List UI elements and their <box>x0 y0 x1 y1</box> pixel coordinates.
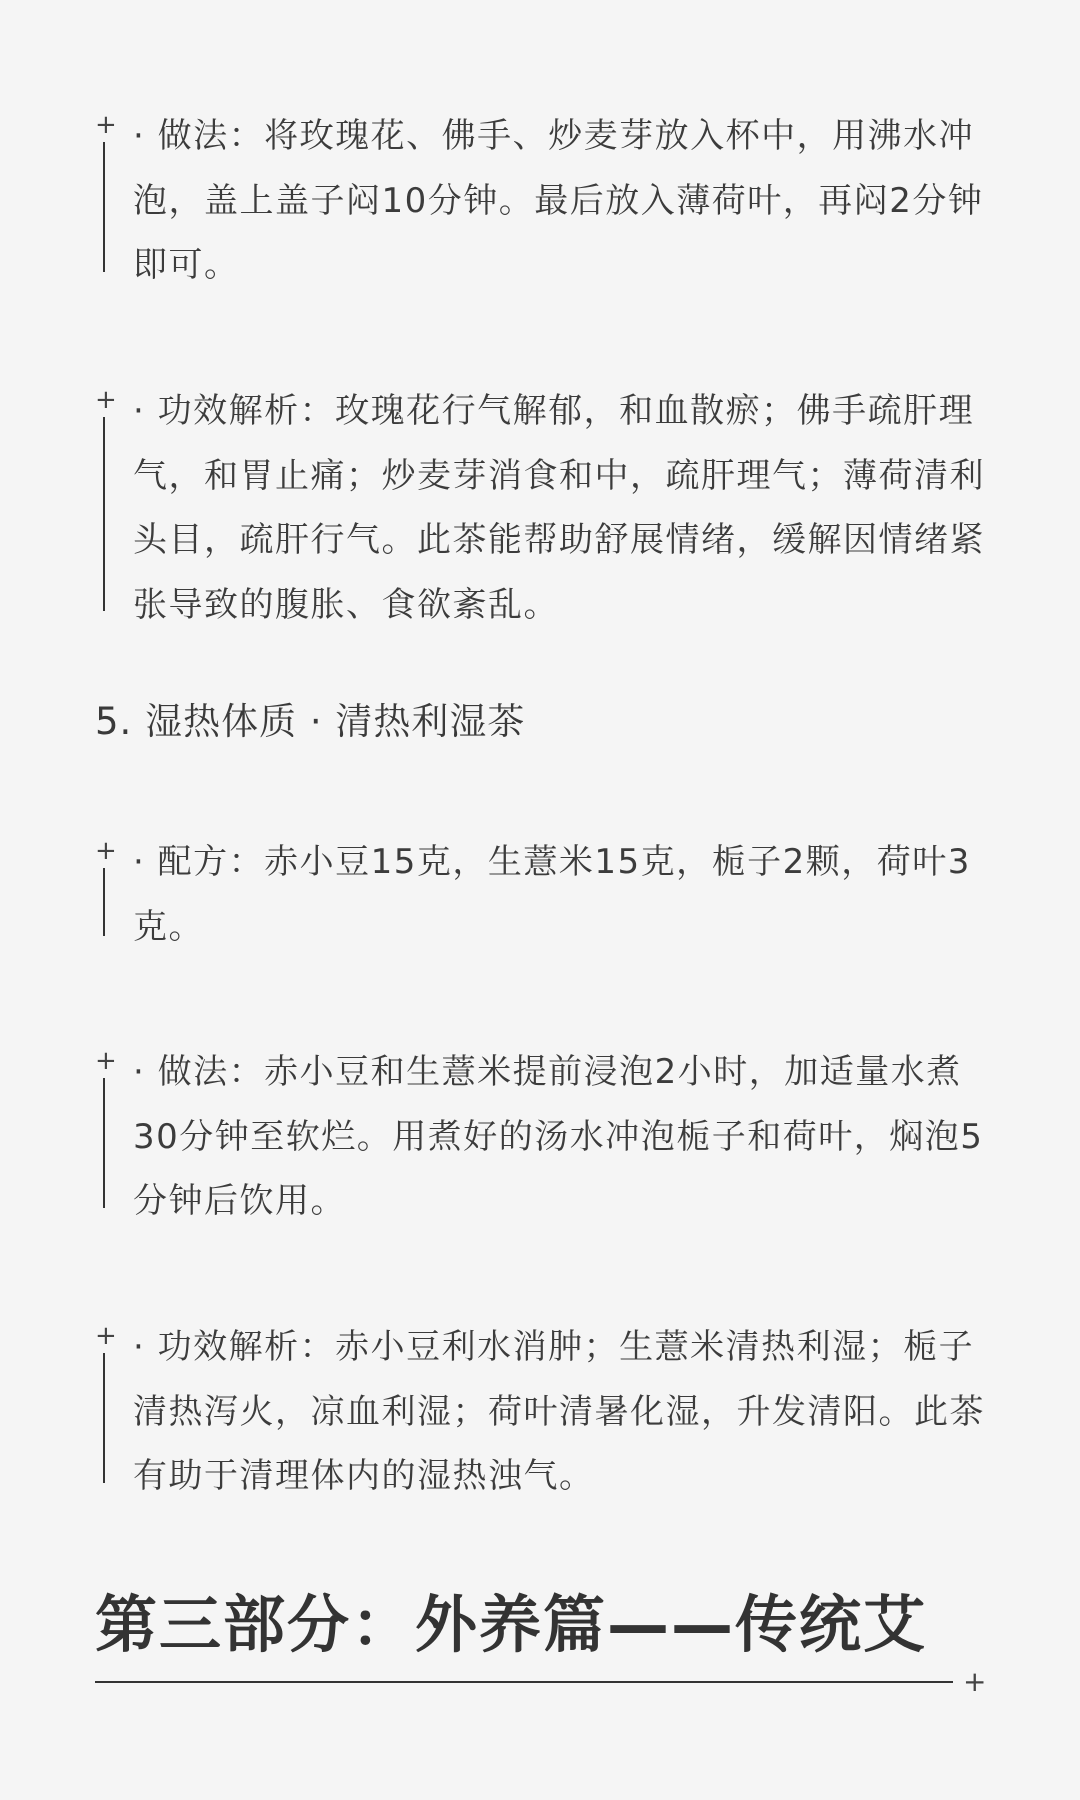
effect-text: · 功效解析：玫瑰花行气解郁，和血散瘀；佛手疏肝理气，和胃止痛；炒麦芽消食和中，疏肝理气；薄荷清利头目，疏肝行气。此茶能帮助舒展情绪，缓解因情绪紧张导致的腹胀、食欲紊乱。 <box>133 391 985 625</box>
quote-line <box>103 1353 105 1483</box>
quote-line <box>103 1078 105 1208</box>
part-title: 第三部分：外养篇——传统艾 <box>95 1588 928 1661</box>
effect-text: · 功效解析：赤小豆利水消肿；生薏米清热利湿；栀子清热泻火，凉血利湿；荷叶清暑化湿，升发清阳。此茶有助于清理体内的湿热浊气。 <box>133 1327 985 1496</box>
section-heading: 5. 湿热体质 · 清热利湿茶 <box>95 700 526 743</box>
plus-icon: + <box>95 1321 117 1351</box>
plus-icon: + <box>95 385 117 415</box>
quote-line <box>103 868 105 936</box>
method-text: · 做法：将玫瑰花、佛手、炒麦芽放入杯中，用沸水冲泡，盖上盖子闷10分钟。最后放入薄荷叶，再闷2分钟即可。 <box>133 116 984 285</box>
recipe-text: · 配方：赤小豆15克，生薏米15克，栀子2颗，荷叶3克。 <box>133 842 971 947</box>
plus-icon: + <box>95 1046 117 1076</box>
quote-line <box>103 417 105 611</box>
method-text: · 做法：赤小豆和生薏米提前浸泡2小时，加适量水煮30分钟至软烂。用煮好的汤水冲泡栀子和荷叶，焖泡5分钟后饮用。 <box>133 1052 984 1221</box>
quote-line <box>103 142 105 272</box>
title-underline <box>95 1681 953 1683</box>
plus-icon: + <box>95 836 117 866</box>
plus-icon: + <box>95 110 117 140</box>
plus-icon: + <box>963 1665 987 1698</box>
